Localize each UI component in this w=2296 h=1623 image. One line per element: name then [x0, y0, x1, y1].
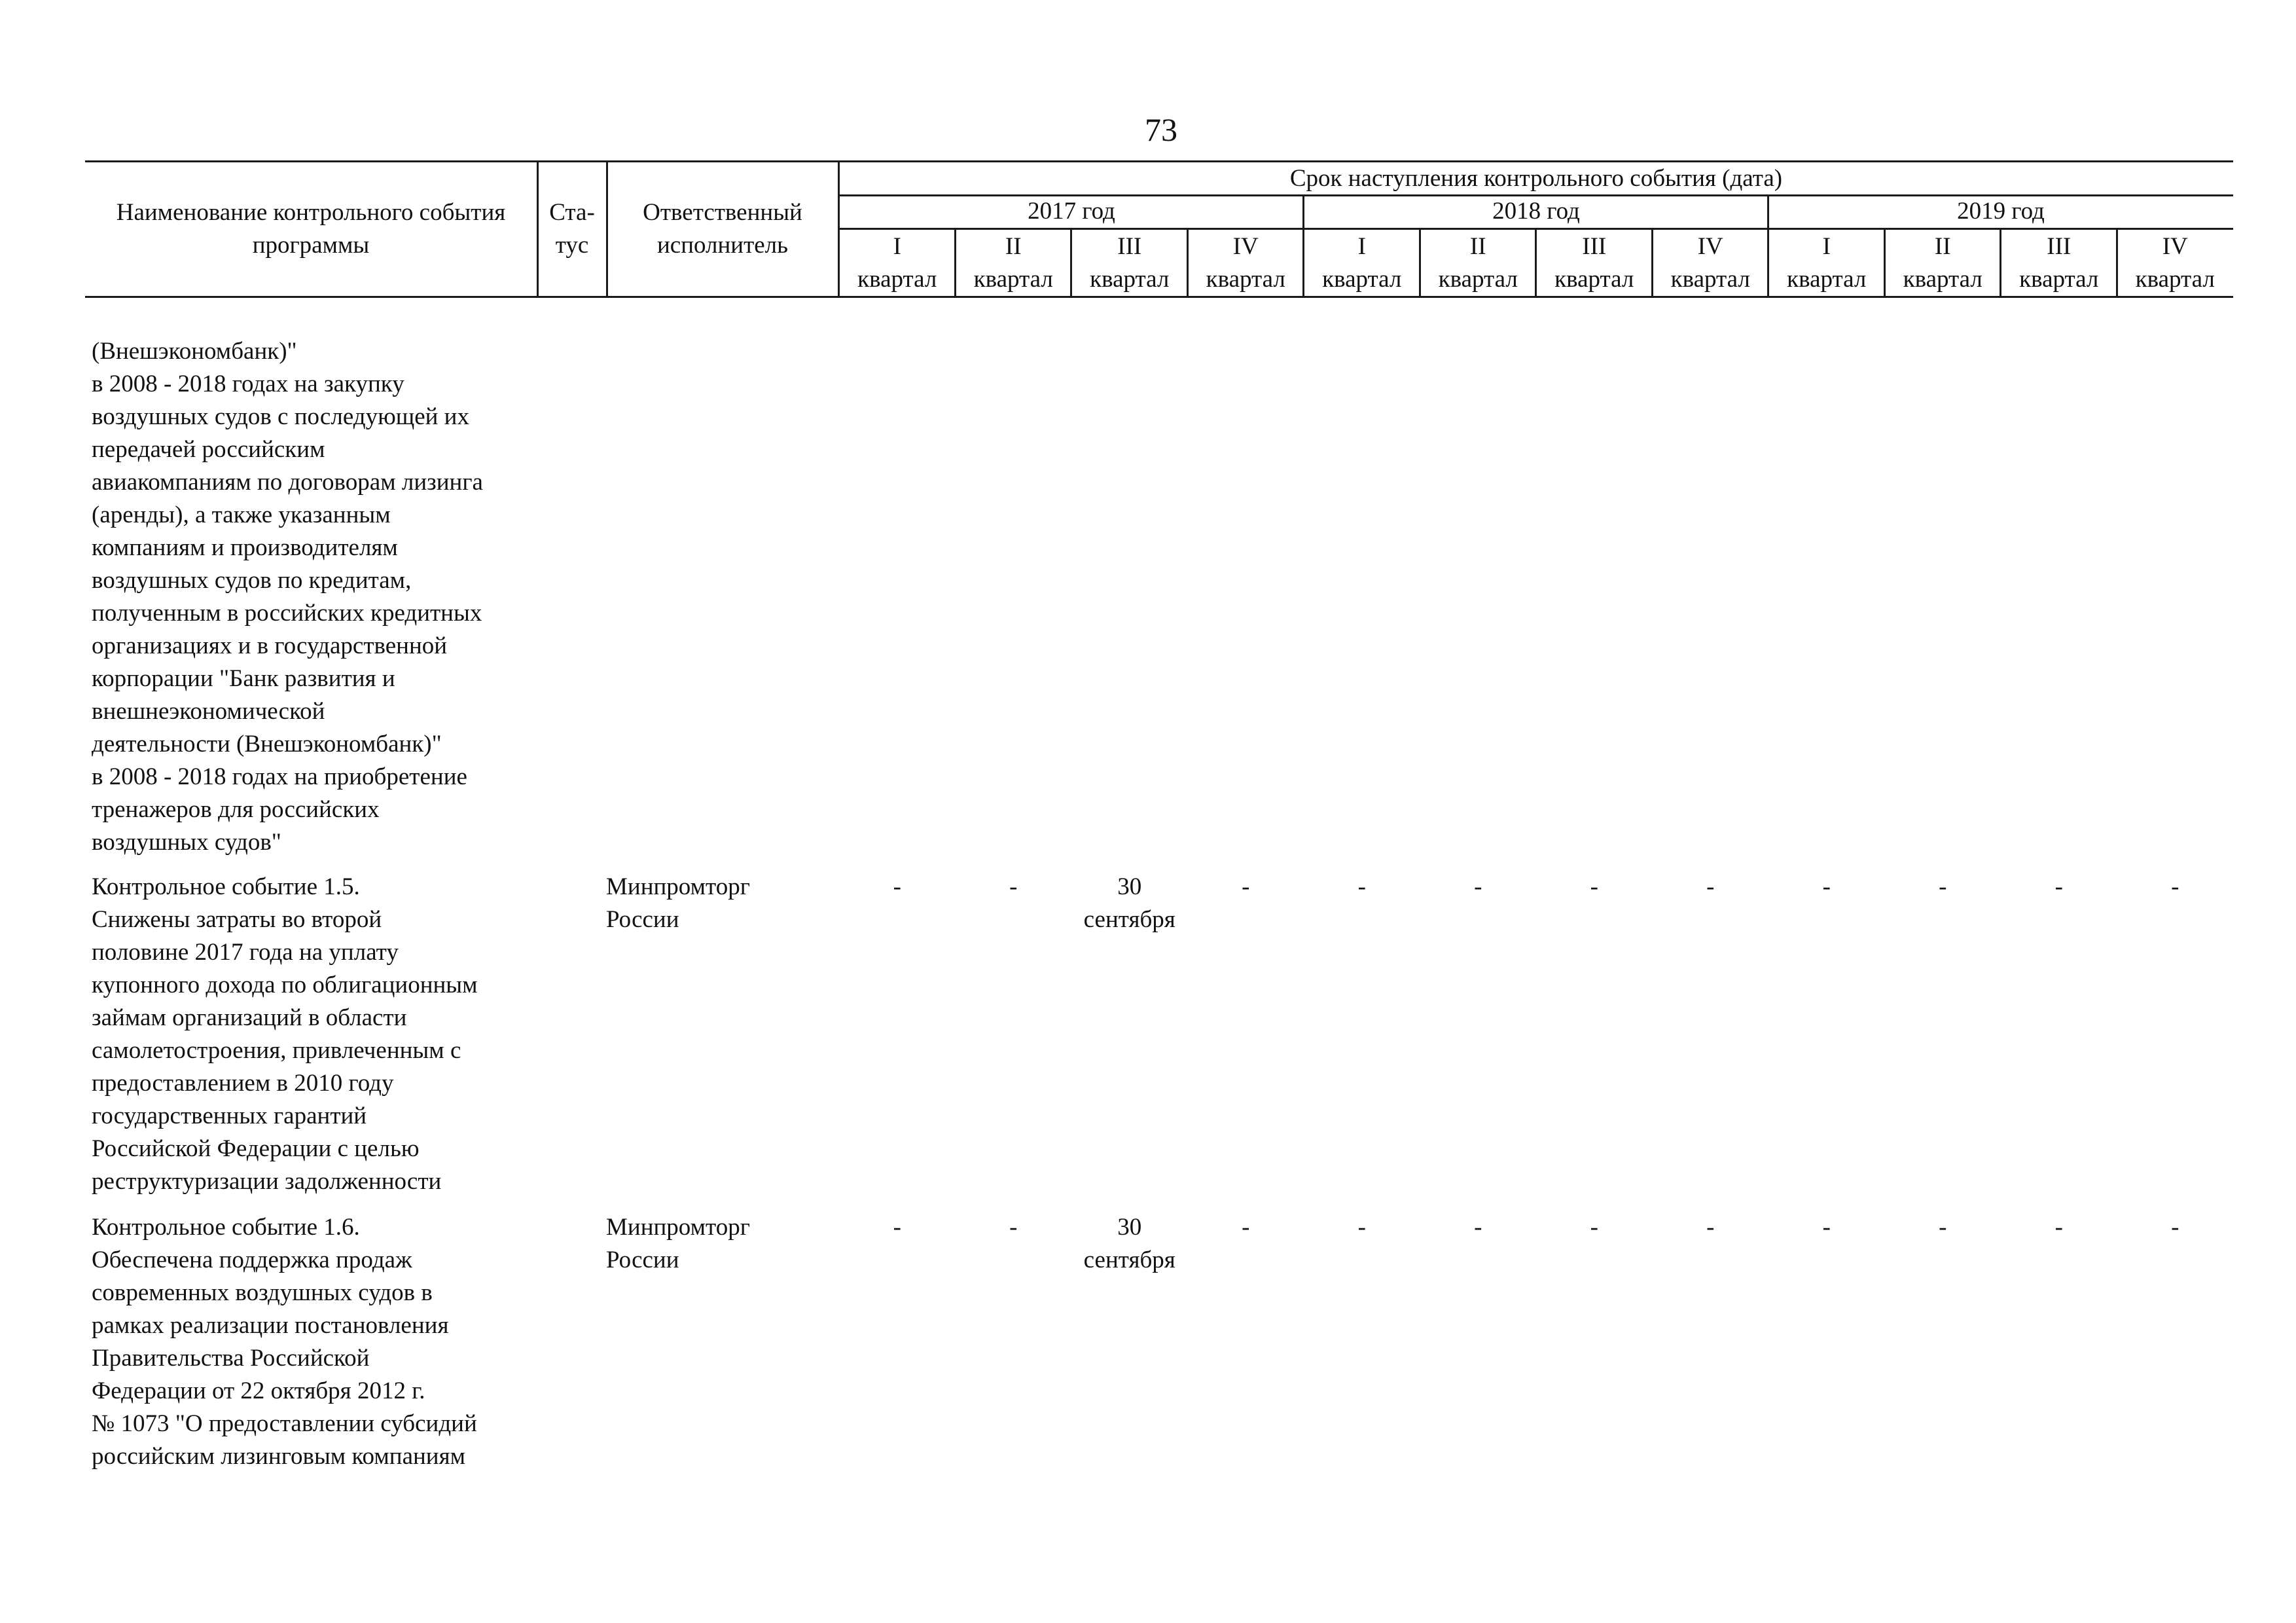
- quarter-date-cell: -: [1706, 873, 1715, 900]
- quarter-date-cell: 30: [1117, 873, 1142, 900]
- quarter-date-cell: 30: [1117, 1214, 1142, 1241]
- header-period-title: Срок наступления контрольного события (дата): [1289, 165, 1783, 192]
- header-quarter-numeral: II: [1934, 233, 1951, 260]
- quarter-date-cell: -: [1009, 873, 1018, 900]
- quarter-date-cell: -: [1242, 1214, 1250, 1241]
- executor-line1: Минпромторг: [606, 1214, 750, 1241]
- quarter-date-cell: -: [1357, 1214, 1366, 1241]
- quarter-date-cell: -: [1242, 873, 1250, 900]
- quarter-date-cell: -: [2171, 1214, 2179, 1241]
- quarter-date-cell: -: [2054, 1214, 2063, 1241]
- header-status-line2: тус: [555, 232, 589, 259]
- header-quarter-numeral: IV: [2162, 233, 2188, 260]
- quarter-date-cell: -: [1474, 1214, 1482, 1241]
- quarter-date-cell: -: [1939, 1214, 1947, 1241]
- quarter-date-cell: -: [2054, 873, 2063, 900]
- quarter-date-cell: -: [2171, 873, 2179, 900]
- executor-line1: Минпромторг: [606, 873, 750, 900]
- event-name: Контрольное событие 1.5. Снижены затраты во второй половине 2017 года на уплату купонного дохода по облигационным займам организаций в области самолетостроения, привлеченным с предоставлением в 2010 году государственных гарантий Российской Федерации с целью реструктуризации задолженности: [92, 873, 478, 1195]
- header-bottom-rule: [85, 296, 2233, 298]
- quarter-date-cell: -: [1822, 873, 1831, 900]
- header-quarter-word: квартал: [1438, 266, 1518, 293]
- header-quarter-numeral: II: [1469, 233, 1486, 260]
- quarter-date-cell: -: [1590, 1214, 1598, 1241]
- header-quarter-numeral: I: [1357, 233, 1366, 260]
- quarter-date-cell: -: [893, 1214, 901, 1241]
- continuation-text: (Внешэкономбанк)" в 2008 - 2018 годах на закупку воздушных судов с последующей их передачей российским авиакомпаниям по договорам лизинга (аренды), а также указанным компаниям и производителям воздушных судов по кредитам, полученным в российских кредитных организациях и в государственной корпорации "Банк развития и внешнеэкономической деятельности (Внешэкономбанк)" в 2008 - 2018 годах на приобретение тренажеров для российских воздушных судов": [92, 338, 483, 856]
- header-quarter-word: квартал: [1090, 266, 1170, 293]
- header-quarter-word: квартал: [973, 266, 1053, 293]
- header-quarter-word: квартал: [1670, 266, 1750, 293]
- event-name: Контрольное событие 1.6. Обеспечена поддержка продаж современных воздушных судов в рамках реализации постановления Правительства Российской Федерации от 22 октября 2012 г. № 1073 "О предоставлении субсидий российским лизинговым компаниям: [92, 1214, 477, 1470]
- header-quarter-numeral: III: [1582, 233, 1607, 260]
- executor-line2: России: [606, 1247, 679, 1273]
- quarter-date-cell: -: [893, 873, 901, 900]
- quarter-date-cell: -: [1706, 1214, 1715, 1241]
- header-quarter-word: квартал: [1322, 266, 1402, 293]
- header-name-line2: программы: [252, 232, 370, 259]
- header-status-line1: Ста-: [549, 199, 595, 226]
- header-year-label: 2019 год: [1957, 198, 2045, 225]
- header-quarter-numeral: III: [1117, 233, 1142, 260]
- header-quarter-numeral: IV: [1232, 233, 1259, 260]
- header-executor-line1: Ответственный: [643, 199, 802, 226]
- quarter-date-cell: -: [1474, 873, 1482, 900]
- header-quarter-numeral: III: [2047, 233, 2072, 260]
- quarter-date-cell: -: [1357, 873, 1366, 900]
- executor-line2: России: [606, 906, 679, 933]
- header-quarter-word: квартал: [857, 266, 937, 293]
- header-quarter-numeral: I: [1822, 233, 1831, 260]
- header-quarter-word: квартал: [1206, 266, 1285, 293]
- header-year-label: 2018 год: [1492, 198, 1580, 225]
- quarter-date-cell: -: [1939, 873, 1947, 900]
- page-number: 73: [1145, 111, 1177, 148]
- header-quarter-word: квартал: [2019, 266, 2099, 293]
- header-quarter-word: квартал: [1903, 266, 1982, 293]
- header-quarter-word: квартал: [1787, 266, 1867, 293]
- header-quarter-numeral: II: [1005, 233, 1022, 260]
- header-quarter-word: квартал: [2135, 266, 2215, 293]
- quarter-date-cell: -: [1590, 873, 1598, 900]
- header-quarter-word: квартал: [1554, 266, 1634, 293]
- header-name-line1: Наименование контрольного события: [116, 199, 506, 226]
- quarter-date-cell: -: [1822, 1214, 1831, 1241]
- quarter-date-month: сентября: [1083, 1247, 1175, 1273]
- quarter-date-month: сентября: [1083, 906, 1175, 933]
- header-quarter-numeral: I: [893, 233, 901, 260]
- header-executor-line2: исполнитель: [656, 232, 789, 259]
- header-year-label: 2017 год: [1028, 198, 1115, 225]
- header-quarter-numeral: IV: [1697, 233, 1723, 260]
- quarter-date-cell: -: [1009, 1214, 1018, 1241]
